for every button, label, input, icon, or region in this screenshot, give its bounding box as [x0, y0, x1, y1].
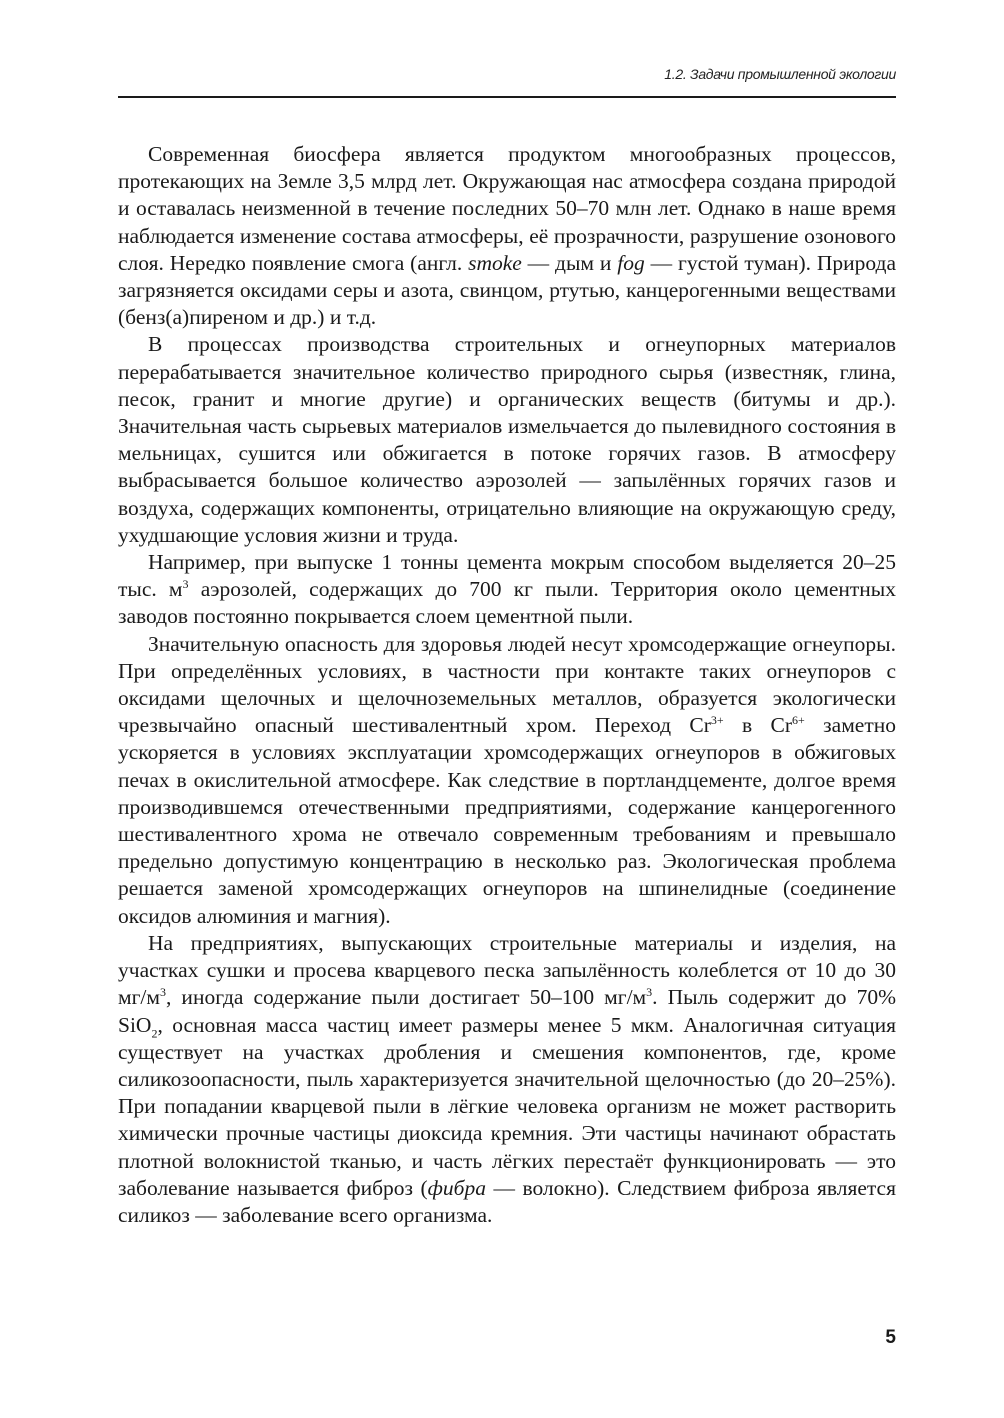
paragraph-chromium: Значительную опасность для здоровья людей несут хромсодержащие огнеупоры. При определённых условиях, в частности при контакте таких огнеупоров с оксидами щелочных и щелочноземельных металлов, образуется экологически чрезвычайно опасный шестивалентный хром. Переход $Cr^{3+}$ в $Cr^{6+}$ заметно ускоряется в условиях эксплуатации хромсодержащих огнеупоров в обжиговых печах в окислительной атмосфере. Как следствие в портландцементе, долгое время производившемся отечественными предприятиями, содержание канцерогенного шестивалентного хрома не отвечало современным требованиям и превышало предельно допустимую концентрацию в несколько раз. Экологическая проблема решается заменой хромсодержащих огнеупоров на шпинелидные (соединение оксидов алюминия и магния).: [118, 631, 897, 928]
running-head: 1.2. Задачи промышленной экологии: [664, 66, 896, 82]
header-rule: [118, 96, 896, 98]
paragraph-silica-dust: На предприятиях, выпускающих строительные материалы и изделия, на участках сушки и просева кварцевого песка запылённость колеблется от 10 до 30 $мг/м^3$, иногда содержание пыли достигает 50–100 $мг/м^3$. Пыль содержит до 70% SiO$_2$, основная масса частиц имеет размеры менее 5 мкм. Аналогичная ситуация существует на участках дробления и смешения компонентов, где, кроме силикозоопасности, пыль характеризуется значительной щелочностью (до 20–25%). При попадании кварцевой пыли в лёгкие человека организм не может растворить химически прочные частицы диоксида кремния. Эти частицы начинают обрастать плотной волокнистой тканью, и часть лёгких перестаёт функционировать — это заболевание называется фиброз (фибра — волокно). Следствием фиброза является силикоз — заболевание всего организма.: [118, 930, 896, 1227]
body-text: [118, 141, 896, 1229]
paragraph-production: В процессах производства строительных и огнеупорных материалов перерабатывается значительное количество природного сырья (известняк, глина, песок, гранит и многие другие) и органических веществ (битумы и др.). Значительная часть сырьевых материалов измельчается до пылевидного состояния в мельницах, сушится или обжигается в потоке горячих газов. В атмосферу выбрасывается большое количество аэрозолей — запылённых горячих газов и воздуха, содержащих компоненты, отрицательно влияющие на окружающую среду, ухудшающие условия жизни и труда.: [118, 332, 896, 547]
paragraph-biosphere: Современная биосфера является продуктом многообразных процессов, протекающих на Земле 3,5 млрд лет. Окружающая нас атмосфера создана природой и оставалась неизменной в течение последних 50–70 млн лет. Однако в наше время наблюдается изменение состава атмосферы, её прозрачности, разрушение озонового слоя. Нередко появление смога (англ. smoke — дым и fog — густой туман). Природа загрязняется оксидами серы и азота, свинцом, ртутью, канцерогенными веществами (бенз(а)пиреном и др.) и т.д.: [118, 142, 897, 330]
paragraph-cement-example: Например, при выпуске 1 тонны цемента мокрым способом выделяется 20–25 тыс. $м^3$ аэрозолей, содержащих до 700 кг пыли. Территория около цементных заводов постоянно покрывается слоем цементной пыли.: [118, 550, 896, 629]
page-number: 5: [885, 1327, 896, 1348]
